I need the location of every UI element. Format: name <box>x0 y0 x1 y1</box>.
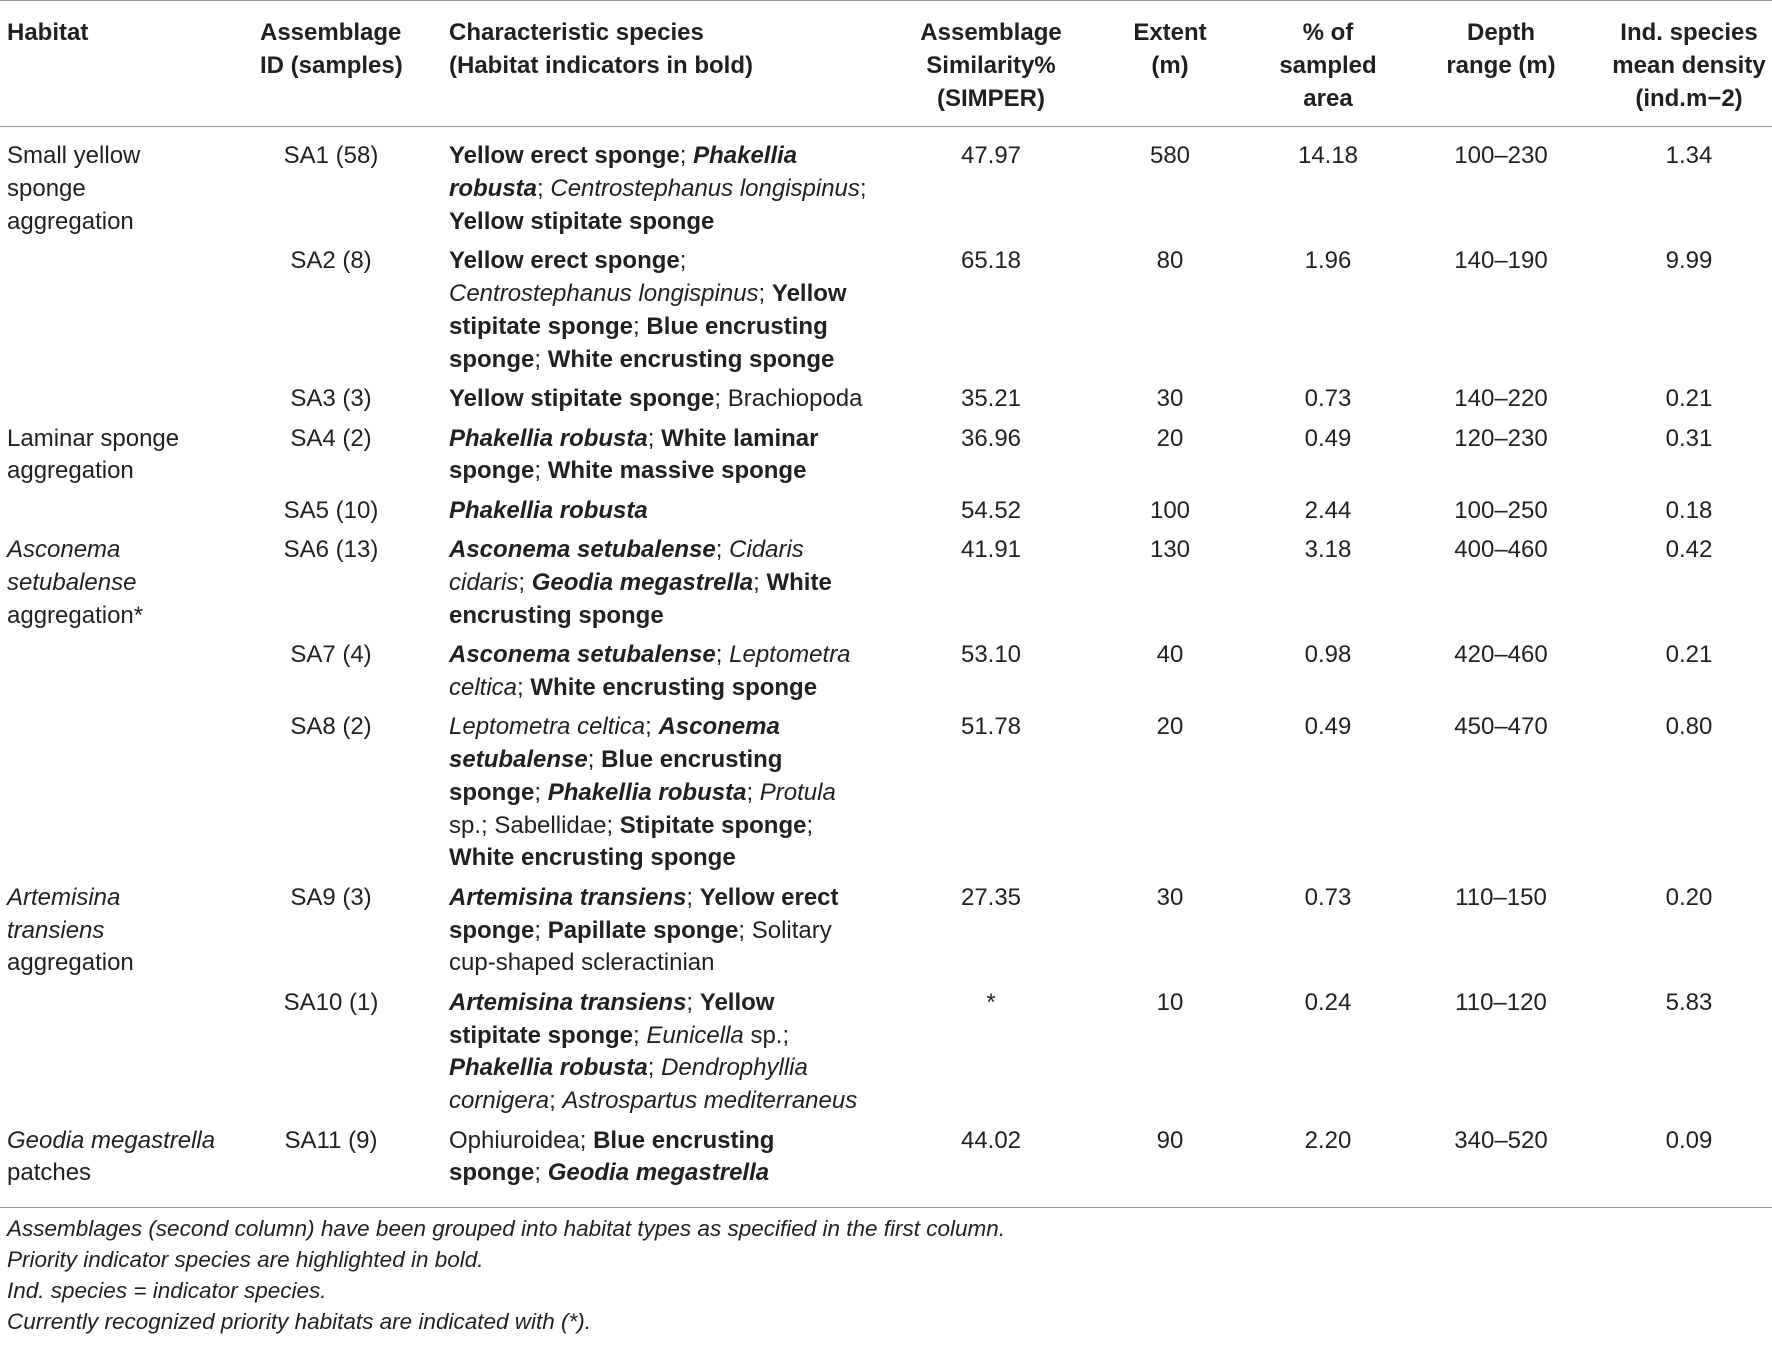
species-segment: Cidaris <box>729 536 804 564</box>
habitat-cell <box>0 419 254 491</box>
header-line: sampled <box>1279 51 1377 79</box>
species-segment: Phakellia <box>693 142 798 170</box>
table-row <box>0 879 1772 984</box>
similarity-cell: 36.96 <box>960 424 1022 452</box>
assemblage-id-cell: SA5 (10) <box>283 496 379 524</box>
table-row <box>0 636 1772 708</box>
extent-cell: 40 <box>1156 641 1184 669</box>
species-line <box>449 711 902 744</box>
habitat-line: transiens <box>7 916 105 944</box>
species-segment: sp.; Sabellidae; <box>449 811 620 839</box>
habitat-cell <box>0 242 254 380</box>
sampled-area-cell: 0.73 <box>1304 385 1352 413</box>
assemblage-id-cell: SA7 (4) <box>290 641 372 669</box>
header-line: (Habitat indicators in bold) <box>449 51 753 79</box>
assemblage-id-cell: SA4 (2) <box>290 424 372 452</box>
species-line <box>449 777 902 810</box>
species-line <box>449 206 902 239</box>
depth-range-cell: 120–230 <box>1454 424 1548 452</box>
header-line: (SIMPER) <box>937 84 1045 112</box>
species-segment: sponge <box>449 778 535 806</box>
table-footnotes <box>0 1208 1772 1337</box>
species-line <box>449 915 902 948</box>
species-segment: Yellow erect <box>699 883 839 911</box>
sampled-area-cell: 2.20 <box>1260 1121 1396 1207</box>
species-line <box>449 1052 902 1085</box>
mean-density-cell: 1.34 <box>1665 142 1713 170</box>
sampled-area-cell: 14.18 <box>1297 142 1359 170</box>
species-segment: sp.; <box>743 1021 790 1049</box>
species-segment: Artemisina transiens <box>449 988 687 1016</box>
similarity-cell: 51.78 <box>960 713 1022 741</box>
species-segment: celtica <box>449 673 518 701</box>
header-line: Assemblage <box>260 19 402 46</box>
species-line <box>449 1125 902 1158</box>
species-segment: stipitate sponge <box>449 312 634 340</box>
species-cell <box>408 491 902 530</box>
header-line: ID (samples) <box>260 51 403 79</box>
species-cell <box>408 531 902 636</box>
species-segment: sponge <box>449 1159 535 1187</box>
species-segment: Geodia megastrella <box>547 1159 770 1187</box>
habitat-line: aggregation <box>7 457 134 485</box>
habitat-cell <box>0 879 254 984</box>
sampled-area-cell: 3.18 <box>1304 536 1352 564</box>
species-segment: ; <box>587 746 602 774</box>
species-segment: Leptometra celtica <box>449 713 646 741</box>
sampled-area-cell: 0.98 <box>1304 641 1352 669</box>
species-segment: White encrusting sponge <box>530 673 818 701</box>
species-cell <box>408 636 902 708</box>
habitat-line: Asconema <box>7 536 121 564</box>
header-line: % of <box>1302 19 1354 46</box>
species-segment: Asconema setubalense <box>449 536 716 564</box>
footnote-grouping: Assemblages (second column) have been grouped into habitat types as specified in the first column. <box>7 1216 1006 1242</box>
similarity-cell: 41.91 <box>960 536 1022 564</box>
table-row <box>0 708 1772 879</box>
species-segment: sponge <box>449 345 535 373</box>
habitat-line: patches <box>7 1159 92 1187</box>
species-segment: Phakellia robusta <box>449 1054 648 1082</box>
species-segment: ; <box>746 778 760 806</box>
assemblage-id-cell: SA1 (58) <box>283 142 379 170</box>
species-segment: Geodia megastrella <box>531 568 754 596</box>
species-line <box>449 455 902 488</box>
species-segment: cup-shaped scleractinian <box>449 949 715 977</box>
similarity-cell: * <box>986 988 996 1016</box>
depth-range-cell: 340–520 <box>1396 1121 1606 1207</box>
species-segment: ; <box>534 1159 548 1187</box>
species-segment: White massive sponge <box>547 457 807 485</box>
mean-density-cell: 0.21 <box>1665 385 1713 413</box>
sampled-area-cell: 0.49 <box>1304 424 1352 452</box>
species-segment: ; <box>806 811 814 839</box>
species-segment: ; <box>549 1087 563 1115</box>
depth-range-cell: 420–460 <box>1454 641 1548 669</box>
species-line <box>449 495 902 528</box>
species-segment: ; <box>517 673 531 701</box>
habitat-cell <box>0 708 254 879</box>
table-header <box>0 1 1772 127</box>
species-line <box>449 423 902 456</box>
header-line: (ind.m−2) <box>1635 84 1743 112</box>
mean-density-cell: 0.20 <box>1665 883 1713 911</box>
habitat-cell <box>0 531 254 636</box>
assemblage-id-cell: SA3 (3) <box>290 385 372 413</box>
habitat-cell <box>0 984 254 1122</box>
depth-range-cell: 110–150 <box>1455 883 1547 911</box>
species-line <box>449 140 902 173</box>
header-characteristic-species <box>408 1 902 127</box>
depth-range-cell: 100–230 <box>1454 142 1548 170</box>
header-line: Extent <box>1133 19 1207 46</box>
species-segment: White <box>766 568 832 596</box>
species-segment: ; <box>518 568 532 596</box>
species-line <box>449 600 902 633</box>
species-cell <box>408 419 902 491</box>
species-line <box>449 278 902 311</box>
table-row <box>0 242 1772 380</box>
sampled-area-cell: 0.49 <box>1304 713 1352 741</box>
species-line <box>449 344 902 377</box>
species-line <box>449 383 902 416</box>
table-body <box>0 127 1772 1208</box>
species-segment: ; <box>679 142 694 170</box>
header-line: mean density <box>1612 51 1766 79</box>
habitat-cell <box>0 1121 254 1207</box>
extent-cell: 100 <box>1149 496 1191 524</box>
species-cell <box>408 242 902 380</box>
assemblage-id-cell: SA9 (3) <box>290 883 372 911</box>
species-segment: ; Solitary <box>738 916 832 944</box>
species-segment: ; <box>758 280 772 308</box>
assemblage-id-cell: SA10 (1) <box>283 988 379 1016</box>
header-extent <box>1080 1 1260 127</box>
extent-cell: 80 <box>1156 247 1184 275</box>
species-segment: Centrostephanus longispinus <box>550 175 860 203</box>
assemblage-id-cell: SA2 (8) <box>290 247 372 275</box>
footnote-bold: Priority indicator species are highlighted in bold. <box>7 1247 484 1273</box>
header-assemblage-id <box>254 1 408 127</box>
species-segment: stipitate sponge <box>449 1021 634 1049</box>
species-line <box>449 810 902 843</box>
header-sampled-area <box>1260 1 1396 127</box>
header-habitat <box>0 1 254 127</box>
species-line <box>449 842 902 875</box>
species-segment: robusta <box>449 175 538 203</box>
species-segment: Phakellia robusta <box>449 496 648 524</box>
habitat-cell <box>0 636 254 708</box>
species-segment: Artemisina transiens <box>449 883 687 911</box>
extent-cell: 20 <box>1156 424 1184 452</box>
table-row <box>0 491 1772 530</box>
footnote-priority-habitats: Currently recognized priority habitats are indicated with (*). <box>7 1309 592 1335</box>
sampled-area-cell: 0.24 <box>1304 988 1352 1016</box>
table-row <box>0 1121 1772 1207</box>
species-segment: cidaris <box>449 568 519 596</box>
species-segment: ; <box>647 424 662 452</box>
depth-range-cell: 140–220 <box>1454 385 1548 413</box>
header-depth-range <box>1396 1 1606 127</box>
species-segment: Asconema <box>658 713 780 741</box>
species-segment: ; <box>647 1054 662 1082</box>
species-line <box>449 534 902 567</box>
header-line: (m) <box>1151 51 1189 79</box>
mean-density-cell: 0.80 <box>1665 713 1713 741</box>
species-line <box>449 947 902 980</box>
species-segment: ; <box>645 713 659 741</box>
habitat-line: Artemisina <box>7 883 121 911</box>
depth-range-cell: 100–250 <box>1454 496 1548 524</box>
species-segment: ; <box>753 568 767 596</box>
species-segment: Protula <box>759 778 836 806</box>
habitat-line: Laminar sponge <box>7 424 180 452</box>
habitat-line: aggregation <box>7 949 134 977</box>
table-row <box>0 984 1772 1122</box>
table-row <box>0 380 1772 419</box>
similarity-cell: 35.21 <box>960 385 1022 413</box>
species-segment: ; <box>534 916 548 944</box>
species-segment: ; <box>715 641 730 669</box>
similarity-cell: 53.10 <box>960 641 1022 669</box>
header-line: Depth <box>1467 19 1535 46</box>
species-segment: Yellow stipitate sponge <box>449 385 715 413</box>
species-segment: Astrospartus mediterraneus <box>562 1087 858 1115</box>
species-segment: cornigera <box>449 1087 550 1115</box>
species-segment: Yellow erect sponge <box>449 247 680 275</box>
species-cell <box>408 708 902 879</box>
species-segment: Leptometra <box>729 641 851 669</box>
species-segment: Ophiuroidea; <box>449 1126 594 1154</box>
similarity-cell: 27.35 <box>960 883 1022 911</box>
extent-cell: 130 <box>1149 536 1191 564</box>
species-segment: Phakellia robusta <box>547 778 747 806</box>
species-cell <box>408 984 902 1122</box>
depth-range-cell: 140–190 <box>1454 247 1548 275</box>
species-segment: ; <box>859 175 867 203</box>
habitat-line: Small yellow <box>7 142 141 170</box>
extent-cell: 20 <box>1156 713 1184 741</box>
species-segment: Yellow stipitate sponge <box>449 207 715 235</box>
species-line <box>449 567 902 600</box>
depth-range-cell: 400–460 <box>1454 536 1548 564</box>
species-segment: Centrostephanus longispinus <box>449 280 759 308</box>
species-segment: ; <box>534 345 548 373</box>
similarity-cell: 54.52 <box>960 496 1022 524</box>
header-line: Similarity% <box>926 51 1056 79</box>
species-segment: White laminar <box>661 424 819 452</box>
footnote-ind-species: Ind. species = indicator species. <box>7 1278 327 1304</box>
species-line <box>449 311 902 344</box>
species-line <box>449 672 902 705</box>
habitat-cell <box>0 127 254 242</box>
species-line <box>449 245 902 278</box>
header-line: area <box>1303 84 1353 112</box>
species-line <box>449 882 902 915</box>
header-line: Characteristic species <box>449 19 704 46</box>
table-header-row <box>0 1 1772 127</box>
sampled-area-cell: 0.73 <box>1304 883 1352 911</box>
species-segment: ; <box>679 247 687 275</box>
header-mean-density <box>1606 1 1772 127</box>
mean-density-cell: 0.09 <box>1606 1121 1772 1207</box>
mean-density-cell: 5.83 <box>1665 988 1713 1016</box>
header-line: Habitat <box>7 19 89 46</box>
similarity-cell: 65.18 <box>960 247 1022 275</box>
table-row <box>0 127 1772 242</box>
mean-density-cell: 0.42 <box>1665 536 1713 564</box>
species-segment: ; <box>686 988 700 1016</box>
species-segment: ; <box>633 1021 647 1049</box>
assemblage-id-cell: SA11 (9) <box>254 1121 408 1207</box>
similarity-cell: 47.97 <box>960 142 1022 170</box>
species-segment: Stipitate sponge <box>619 811 807 839</box>
habitat-line: aggregation* <box>7 601 144 629</box>
species-segment: Blue encrusting <box>601 746 783 774</box>
species-line <box>449 1085 902 1118</box>
habitat-line: Geodia megastrella <box>7 1126 216 1154</box>
depth-range-cell: 110–120 <box>1455 988 1547 1016</box>
extent-cell: 10 <box>1156 988 1184 1016</box>
species-segment: White encrusting sponge <box>547 345 835 373</box>
habitat-cell <box>0 380 254 419</box>
species-segment: Yellow erect sponge <box>449 142 680 170</box>
table-row <box>0 531 1772 636</box>
mean-density-cell: 0.21 <box>1665 641 1713 669</box>
species-segment: Blue encrusting <box>646 312 828 340</box>
species-line <box>449 1020 902 1053</box>
species-cell <box>408 879 902 984</box>
depth-range-cell: 450–470 <box>1454 713 1548 741</box>
assemblage-id-cell: SA8 (2) <box>290 713 372 741</box>
extent-cell: 580 <box>1149 142 1191 170</box>
extent-cell: 30 <box>1156 883 1184 911</box>
table-row <box>0 419 1772 491</box>
species-segment: White encrusting sponge <box>449 844 736 872</box>
habitat-line: setubalense <box>7 568 137 596</box>
species-segment: Asconema setubalense <box>449 641 716 669</box>
species-line <box>449 639 902 672</box>
habitat-line: sponge <box>7 175 86 203</box>
extent-cell: 30 <box>1156 385 1184 413</box>
similarity-cell: 44.02 <box>902 1121 1080 1207</box>
header-line: range (m) <box>1446 51 1556 79</box>
species-segment: ; Brachiopoda <box>714 385 863 413</box>
assemblage-id-cell: SA6 (13) <box>283 536 379 564</box>
species-segment: encrusting sponge <box>449 601 664 629</box>
species-cell <box>408 127 902 242</box>
species-segment: ; <box>715 536 730 564</box>
header-line: Assemblage <box>920 19 1062 46</box>
habitat-cell <box>0 491 254 530</box>
species-cell <box>408 1121 902 1207</box>
mean-density-cell: 0.31 <box>1665 424 1713 452</box>
header-similarity <box>902 1 1080 127</box>
habitat-line: aggregation <box>7 207 134 235</box>
species-segment: Dendrophyllia <box>661 1054 808 1082</box>
sampled-area-cell: 2.44 <box>1304 496 1352 524</box>
species-segment: ; <box>534 778 548 806</box>
species-segment: Yellow <box>771 280 847 308</box>
species-segment: ; <box>537 175 551 203</box>
species-segment: Phakellia robusta <box>449 424 648 452</box>
mean-density-cell: 9.99 <box>1665 247 1713 275</box>
species-segment: ; <box>686 883 700 911</box>
species-line <box>449 1157 902 1190</box>
species-cell <box>408 380 902 419</box>
species-segment: ; <box>534 457 548 485</box>
header-line: Ind. species <box>1620 19 1758 46</box>
species-segment: setubalense <box>449 746 588 774</box>
sampled-area-cell: 1.96 <box>1304 247 1352 275</box>
species-line <box>449 173 902 206</box>
species-line <box>449 987 902 1020</box>
mean-density-cell: 0.18 <box>1665 496 1713 524</box>
species-segment: ; <box>633 312 647 340</box>
species-segment: sponge <box>449 916 535 944</box>
extent-cell: 90 <box>1080 1121 1260 1207</box>
species-segment: Eunicella <box>646 1021 744 1049</box>
species-segment: sponge <box>449 457 535 485</box>
species-segment: Blue encrusting <box>593 1126 775 1154</box>
species-segment: Papillate sponge <box>547 916 739 944</box>
species-segment: Yellow <box>699 988 775 1016</box>
species-line <box>449 744 902 777</box>
